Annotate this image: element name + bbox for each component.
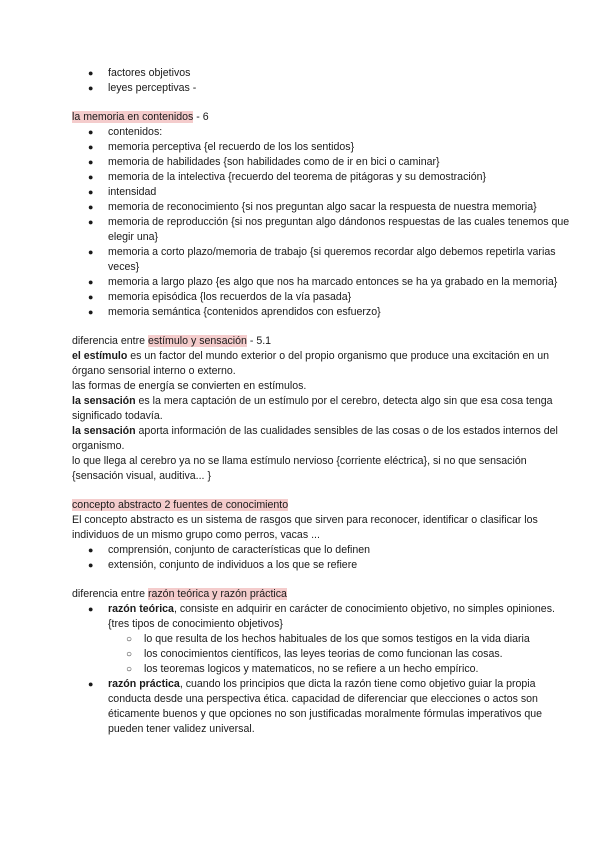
list-item: ● leyes perceptivas - — [72, 81, 570, 96]
concepto-list — [72, 543, 570, 573]
list-item: ● memoria a corto plazo/memoria de trabajo {si queremos recordar algo debemos repetirla varias veces} — [72, 245, 570, 275]
section-heading-concepto: concepto abstracto 2 fuentes de conocimiento — [72, 499, 289, 511]
list-item: ● razón teórica, consiste en adquirir en carácter de conocimiento objetivo, no simples opiniones. {tres tipos de conocimiento objetivos} ○ lo que resulta de los hechos habituales de los que somos testigos en la vida diaria ○ los conocimientos científicos, las leyes teorias de como funcionan las cosas. ○ los teoremas logicos y matematicos, no se refiere a un hecho empírico. — [72, 602, 570, 677]
list-item: ● memoria de la intelectiva {recuerdo del teorema de pitágoras y su demostración} — [72, 170, 570, 185]
list-item: ● memoria de reconocimiento {si nos preguntan algo sacar la respuesta de nuestra memoria} — [72, 200, 570, 215]
list-item: ● memoria perceptiva {el recuerdo de los los sentidos} — [72, 140, 570, 155]
list-item: ● memoria de habilidades {son habilidades como de ir en bici o caminar} — [72, 155, 570, 170]
list-item: ● extensión, conjunto de individuos a los que se refiere — [72, 558, 570, 573]
memoria-list — [72, 125, 570, 320]
razon-sublist — [72, 632, 570, 677]
list-item: ● comprensión, conjunto de características que lo definen — [72, 543, 570, 558]
list-item: ● razón práctica, cuando los principios que dicta la razón tiene como objetivo guiar la propia conducta desde una perspectiva ética. capacidad de diferenciar que elecciones o actos son éticamente buenos y que opciones no son justificadas moralmente fórmulas imperativos que pueden tener validez universal. — [72, 677, 570, 737]
sub-list-item: ○ los teoremas logicos y matematicos, no se refiere a un hecho empírico. — [72, 662, 570, 677]
list-item: ● memoria a largo plazo {es algo que nos ha marcado entonces se ha ya grabado en la memoria} — [72, 275, 570, 290]
list-item: ● memoria episódica {los recuerdos de la vía pasada} — [72, 290, 570, 305]
list-item: ● memoria de reproducción {si nos preguntan algo dándonos respuestas de las cuales tenemos que elegir una} — [72, 215, 570, 245]
list-item: ● memoria semántica {contenidos aprendidos con esfuerzo} — [72, 305, 570, 320]
sub-list-item: ○ los conocimientos científicos, las leyes teorias de como funcionan las cosas. — [72, 647, 570, 662]
top-bullet-list — [72, 66, 570, 96]
list-item: ● intensidad — [72, 185, 570, 200]
list-item: ● contenidos: — [72, 125, 570, 140]
paragraph: la sensación aporta información de las cualidades sensibles de las cosas o de los estados internos del organismo. — [72, 425, 558, 452]
paragraph: la sensación es la mera captación de un estímulo por el cerebro, detecta algo sin que esa cosa tenga significado todavía. — [72, 395, 553, 422]
section-heading-razon: diferencia entre razón teórica y razón práctica — [72, 588, 287, 600]
section-heading-memoria: la memoria en contenidos - 6 — [72, 111, 209, 123]
sub-list-item: ○ lo que resulta de los hechos habituales de los que somos testigos en la vida diaria — [72, 632, 570, 647]
list-item: ● factores objetivos — [72, 66, 570, 81]
paragraph: el estímulo es un factor del mundo exterior o del propio organismo que produce una excitación en un órgano sensorial interno o externo. — [72, 350, 550, 377]
paragraph: las formas de energía se convierten en estímulos. — [72, 380, 307, 392]
section-heading-estimulo: diferencia entre estímulo y sensación - 5.1 — [72, 335, 272, 347]
paragraph: lo que llega al cerebro ya no se llama estímulo nervioso {corriente eléctrica}, si no que sensación {sensación visual, auditiva... } — [72, 455, 527, 482]
paragraph: El concepto abstracto es un sistema de rasgos que sirven para reconocer, identificar o clasificar los individuos de un mismo grupo como perros, vacas ... — [72, 514, 538, 541]
razon-list — [72, 602, 570, 737]
